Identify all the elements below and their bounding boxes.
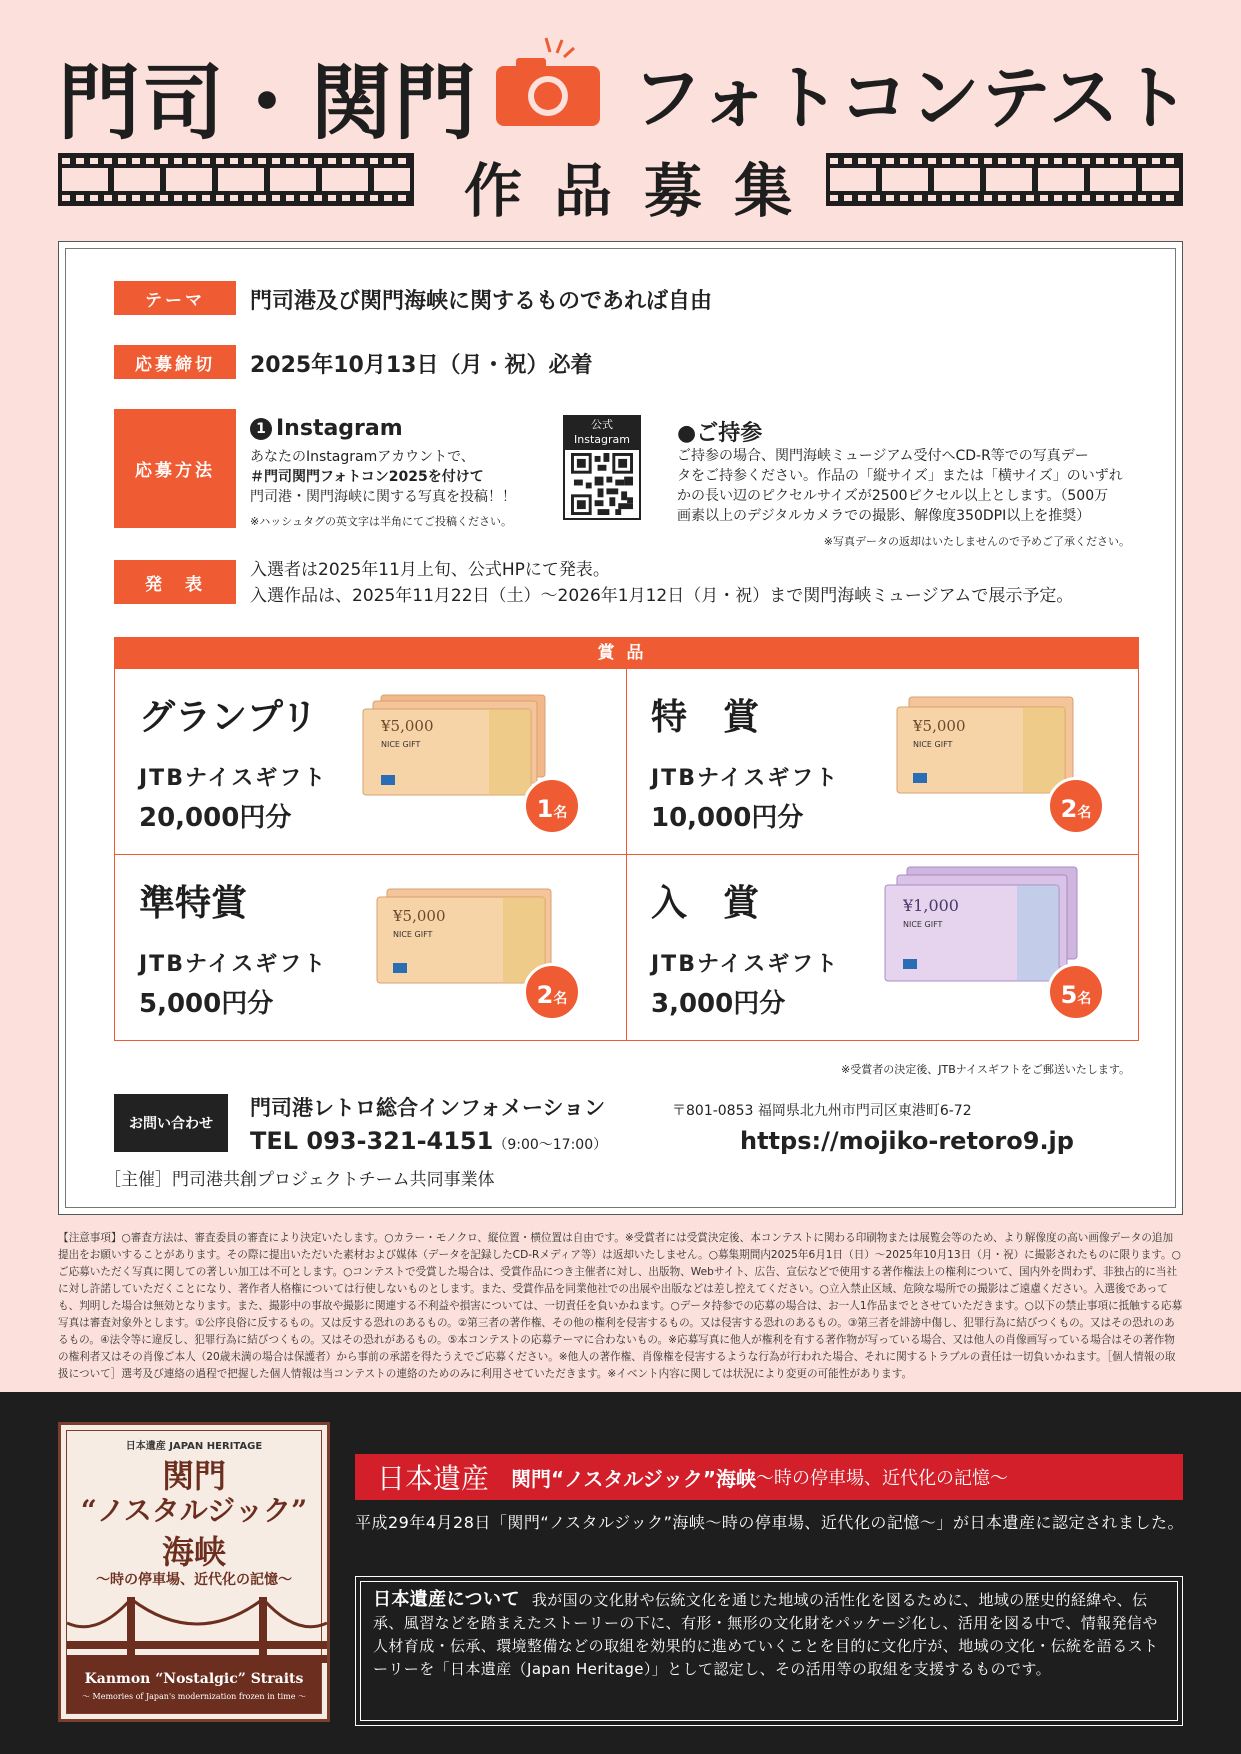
hashtag-note: ※ハッシュタグの英文字は半角にてご投稿ください。 — [250, 515, 512, 528]
theme-label: テーマ — [114, 281, 236, 315]
svg-text:NICE GIFT: NICE GIFT — [913, 740, 953, 749]
prize-gift: JTBナイスギフト — [139, 952, 328, 977]
svg-text:¥5,000: ¥5,000 — [913, 717, 966, 735]
bridge-icon — [67, 1593, 327, 1663]
prize-name: グランプリ — [139, 696, 318, 738]
prize-name: 特 賞 — [651, 696, 760, 738]
prizes-header: 賞品 — [114, 637, 1139, 669]
prize-amount: 10,000円分 — [651, 803, 804, 833]
header — [0, 0, 1241, 230]
winner-count-badge: 5名 — [1047, 963, 1105, 1021]
terms-notes: 【注意事項】○審査方法は、審査委員の審査により決定いたします。○カラー・モノクロ、縦位置・横位置は自由です。※受賞者には受賞決定後、本コンテストに関わる印刷物または展覧会等のため、より解像度の高い画像データの追加提出をお願いすることがあります。その際に提出いただいた素材および媒体（データを記録したCD-Rメディア等）は返却いたしません。○募集期間内2025年6月1日（日）～2025年10月13日（月・祝）に撮影されたものに限ります。○ご応募いただく写真に関しての著しい加工は不可とします。○コンテストで受賞した場合は、受賞作品につき主催者に対し、出版物、Webサイト、広告、宣伝などで使用する著作権法上の権利について、国内外を問わず、非独占的に当社に対し許諾していただくことになり、著作者人格権については行使しないものとします。また、受賞作品を同業他社での出展や出版などは差し控えてください。○立入禁止区域、危険な場所での撮影はご遠慮ください。入選後であっても、判明した場合は無効となります。また、撮影中の事故や撮影に関連する不利益や損害については、一切責任を負いかねます。○データ持参での応募の場合は、お一人1作品までとさせていただきます。○以下の禁止事項に抵触する応募写真は審査対象外とします。①公序良俗に反するもの。又は反する恐れのあるもの。②第三者の著作権、その他の権利を侵害するもの。又は侵害する恐れのあるもの。③第三者を誹謗中傷し、犯罪行為に結びつくもの。又はその恐れのあるもの。④法令等に違反し、犯罪行為に結びつくもの。又はその恐れがあるもの。⑤本コンテストの応募テーマに合わないもの。※応募写真に他人が権利を有する著作物が写っている場合、又は他人の肖像画写っている場合はその著作物の権利者又はその肖像ご本人（20歳未満の場合は保護者）から事前の承諾を得たうえでご応募ください。※他人の著作権、肖像権を侵害するような行為が行われた場合、それに関するトラブルの責任は一切負いかねます。［個人情報の取扱について］選考及び連絡の過程で把握した個人情報は当コンテストの連絡のためのみに利用させていただきます。※イベント内容に関しては状況により変更の可能性があります。 — [58, 1232, 1183, 1380]
website-link[interactable]: https://mojiko-retoro9.jp — [740, 1127, 1074, 1155]
instagram-body: あなたのInstagramアカウントで、 ＃門司関門フォトコン2025を付けて 門司港・関門海峡に関する写真を投稿！！ — [250, 449, 516, 505]
title-right: フォトコンテスト — [632, 56, 1191, 139]
voucher-image — [889, 691, 1079, 799]
prize-name: 入 賞 — [651, 882, 760, 924]
prize-special — [627, 669, 1139, 855]
svg-text:¥5,000: ¥5,000 — [393, 907, 446, 925]
svg-text:NICE GIFT: NICE GIFT — [903, 920, 943, 929]
svg-text:¥1,000: ¥1,000 — [903, 896, 959, 915]
film-strip-right — [826, 153, 1183, 206]
winner-count-badge: 1名 — [523, 777, 581, 835]
prizes-grid — [114, 669, 1139, 1041]
qr-label: 公式 Instagram — [563, 415, 641, 448]
title-left: 門司・関門 — [58, 55, 479, 151]
camera-icon — [494, 36, 606, 128]
contact-address: 〒801-0853 福岡県北九州市門司区東港町6-72 — [672, 1103, 972, 1119]
voucher-image — [359, 691, 549, 799]
contact-tel[interactable]: TEL 093-321-4151（9:00～17:00） — [250, 1127, 608, 1155]
qr-code-icon[interactable] — [563, 448, 641, 520]
prize-gift: JTBナイスギフト — [139, 766, 328, 791]
japan-heritage-logo: 日本遺産 JAPAN HERITAGE 関門 “ノスタルジック” 海峡 ～時の停車場、近代化の記憶～ Kanmon “Nostalgic” Straits ～ Memories of Japan's modernization frozen in time ～ — [58, 1422, 330, 1722]
prize-amount: 20,000円分 — [139, 803, 292, 833]
deadline-text: 2025年10月13日（月・祝）必着 — [250, 353, 593, 378]
contact-org: 門司港レトロ総合インフォメーション — [250, 1096, 606, 1120]
announcement-label: 発 表 — [114, 560, 236, 604]
svg-text:NICE GIFT: NICE GIFT — [381, 740, 421, 749]
method-label: 応募方法 — [114, 409, 236, 528]
prize-semi-special — [115, 855, 627, 1041]
heritage-description: 平成29年4月28日「関門“ノスタルジック”海峡～時の停車場、近代化の記憶～」が日本遺産に認定されました。 — [355, 1513, 1184, 1532]
prize-gift: JTBナイスギフト — [651, 766, 840, 791]
heritage-banner: 日本遺産 関門“ノスタルジック”海峡 ～時の停車場、近代化の記憶～ — [355, 1454, 1183, 1500]
svg-text:¥5,000: ¥5,000 — [381, 717, 434, 735]
announcement-body: 入選者は2025年11月上旬、公式HPにて発表。 入選作品は、2025年11月22日（土）～2026年1月12日（月・祝）まで関門海峡ミュージアムで展示予定。 — [250, 560, 1074, 606]
prize-gift: JTBナイスギフト — [651, 952, 840, 977]
prize-entry — [627, 855, 1139, 1041]
prize-name: 準特賞 — [139, 882, 248, 924]
instagram-title: 1 Instagram — [250, 416, 403, 441]
film-strip-left — [58, 153, 414, 206]
prize-grand — [115, 669, 627, 855]
prize-amount: 5,000円分 — [139, 989, 274, 1019]
bring-note: ※写真データの返却はいたしませんので予めご了承ください。 — [823, 535, 1130, 548]
bring-title: ●ご持参 — [677, 421, 763, 446]
svg-text:NICE GIFT: NICE GIFT — [393, 930, 433, 939]
prize-amount: 3,000円分 — [651, 989, 786, 1019]
heritage-about-box: 日本遺産について 我が国の文化財や伝統文化を通じた地域の活性化を図るために、地域の歴史的経緯や、伝承、風習などを踏まえたストーリーの下に、有形・無形の文化財をパッケージ化し、活用を図る中で、情報発信や人材育成・伝承、環境整備などの取組を効果的に進めていくことを目的に文化庁が、地域の文化・伝統を語るストーリーを「日本遺産（Japan Heritage）」として認定し、その活用等の取組を支援するものです。 — [355, 1576, 1183, 1726]
organizer: ［主催］門司港共創プロジェクトチーム共同事業体 — [104, 1170, 495, 1190]
winner-count-badge: 2名 — [1047, 777, 1105, 835]
theme-text: 門司港及び関門海峡に関するものであれば自由 — [250, 289, 713, 314]
bring-body: ご持参の場合、関門海峡ミュージアム受付へCD-R等での写真デー タをご持参ください。作品の「縦サイズ」または「横サイズ」のいずれ かの長い辺のピクセルサイズが2500ピクセル以上とします。（500万 画素以上のデジタルカメラでの撮影、解像度350DPI以上を推奨） — [677, 448, 1123, 524]
main-panel — [58, 241, 1183, 1215]
contact-label: お問い合わせ — [114, 1094, 228, 1152]
number-badge: 1 — [250, 418, 272, 440]
subtitle: 作品募集 — [464, 157, 825, 225]
footer — [0, 1392, 1241, 1754]
deadline-label: 応募締切 — [114, 345, 236, 379]
winner-count-badge: 2名 — [523, 963, 581, 1021]
voucher-image — [881, 863, 1081, 989]
prize-note: ※受賞者の決定後、JTBナイスギフトをご郵送いたします。 — [841, 1063, 1130, 1076]
